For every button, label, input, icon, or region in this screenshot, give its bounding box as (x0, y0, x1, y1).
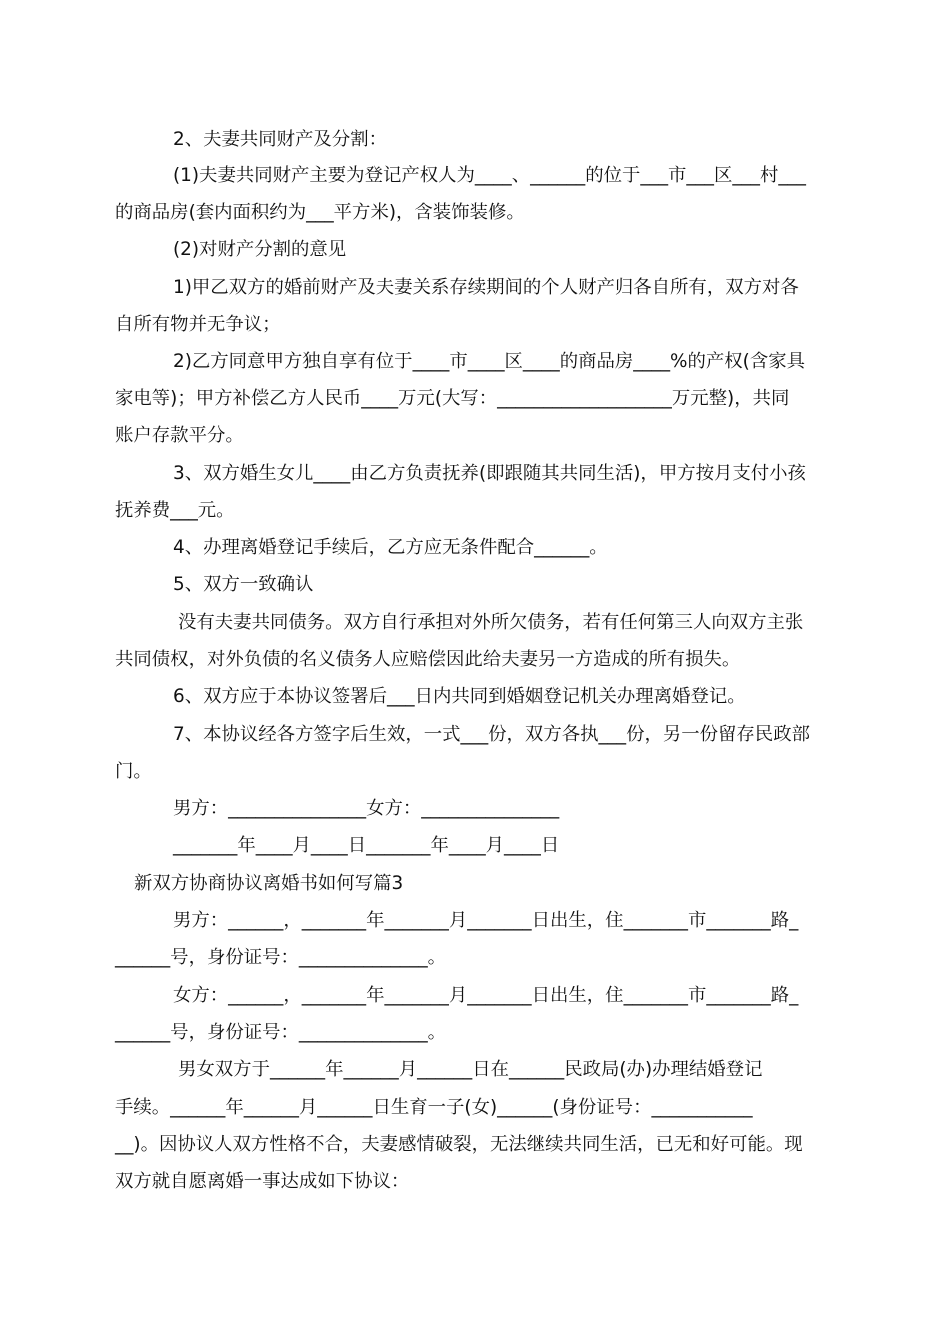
date-line: _______年____月____日_______年____月____日 (173, 835, 560, 856)
paragraph-line: ______号，身份证号：______________。 (115, 1022, 447, 1043)
paragraph-line: 2)乙方同意甲方独自享有位于____市____区____的商品房____%的产权(含家具 (173, 351, 806, 372)
paragraph-line: 账户存款平分。 (115, 425, 244, 446)
paragraph-line: 男方：______，_______年_______月_______日出生，住_______市_______路_ (173, 910, 799, 931)
paragraph-line: 4、办理离婚登记手续后，乙方应无条件配合______。 (173, 537, 608, 558)
signature-line: 男方：_______________女方：_______________ (173, 798, 560, 819)
paragraph-line: (2)对财产分割的意见 (173, 239, 347, 260)
paragraph-line: 的商品房(套内面积约为___平方米)，含装饰装修。 (115, 202, 525, 223)
paragraph-line: 抚养费___元。 (115, 500, 235, 521)
paragraph-line: 双方就自愿离婚一事达成如下协议： (115, 1171, 410, 1192)
paragraph-line: 5、双方一致确认 (173, 574, 314, 595)
paragraph-line: 自所有物并无争议； (115, 314, 281, 335)
paragraph-line: (1)夫妻共同财产主要为登记产权人为____、______的位于___市___区___村___ (173, 165, 806, 186)
paragraph-line: 6、双方应于本协议签署后___日内共同到婚姻登记机关办理离婚登记。 (173, 686, 746, 707)
paragraph-line: 男女双方于______年______月______日在______民政局(办)办理结婚登记 (178, 1059, 763, 1080)
paragraph-line: 门。 (115, 761, 152, 782)
paragraph-line: 没有夫妻共同债务。双方自行承担对外所欠债务，若有任何第三人向双方主张 (178, 612, 804, 633)
paragraph-line: 家电等)；甲方补偿乙方人民币____万元(大写：___________________万元整)，共同 (115, 388, 790, 409)
section-title: 新双方协商协议离婚书如何写篇3 (134, 873, 404, 894)
paragraph-line: 女方：______，_______年_______月_______日出生，住_______市_______路_ (173, 985, 799, 1006)
paragraph-line: ______号，身份证号：______________。 (115, 947, 447, 968)
paragraph-line: 手续。______年______月______日生育一子(女)______(身份证号：___________ (115, 1097, 753, 1118)
paragraph-line: 3、双方婚生女儿____由乙方负责抚养(即跟随其共同生活)，甲方按月支付小孩 (173, 463, 806, 484)
paragraph-line: 共同债权，对外负债的名义债务人应赔偿因此给夫妻另一方造成的所有损失。 (115, 649, 741, 670)
paragraph-line: 1)甲乙双方的婚前财产及夫妻关系存续期间的个人财产归各自所有，双方对各 (173, 277, 799, 298)
section-heading-property: 2、夫妻共同财产及分割： (173, 129, 387, 150)
paragraph-line: __)。因协议人双方性格不合，夫妻感情破裂，无法继续共同生活，已无和好可能。现 (115, 1134, 803, 1155)
paragraph-line: 7、本协议经各方签字后生效，一式___份，双方各执___份，另一份留存民政部 (173, 724, 810, 745)
